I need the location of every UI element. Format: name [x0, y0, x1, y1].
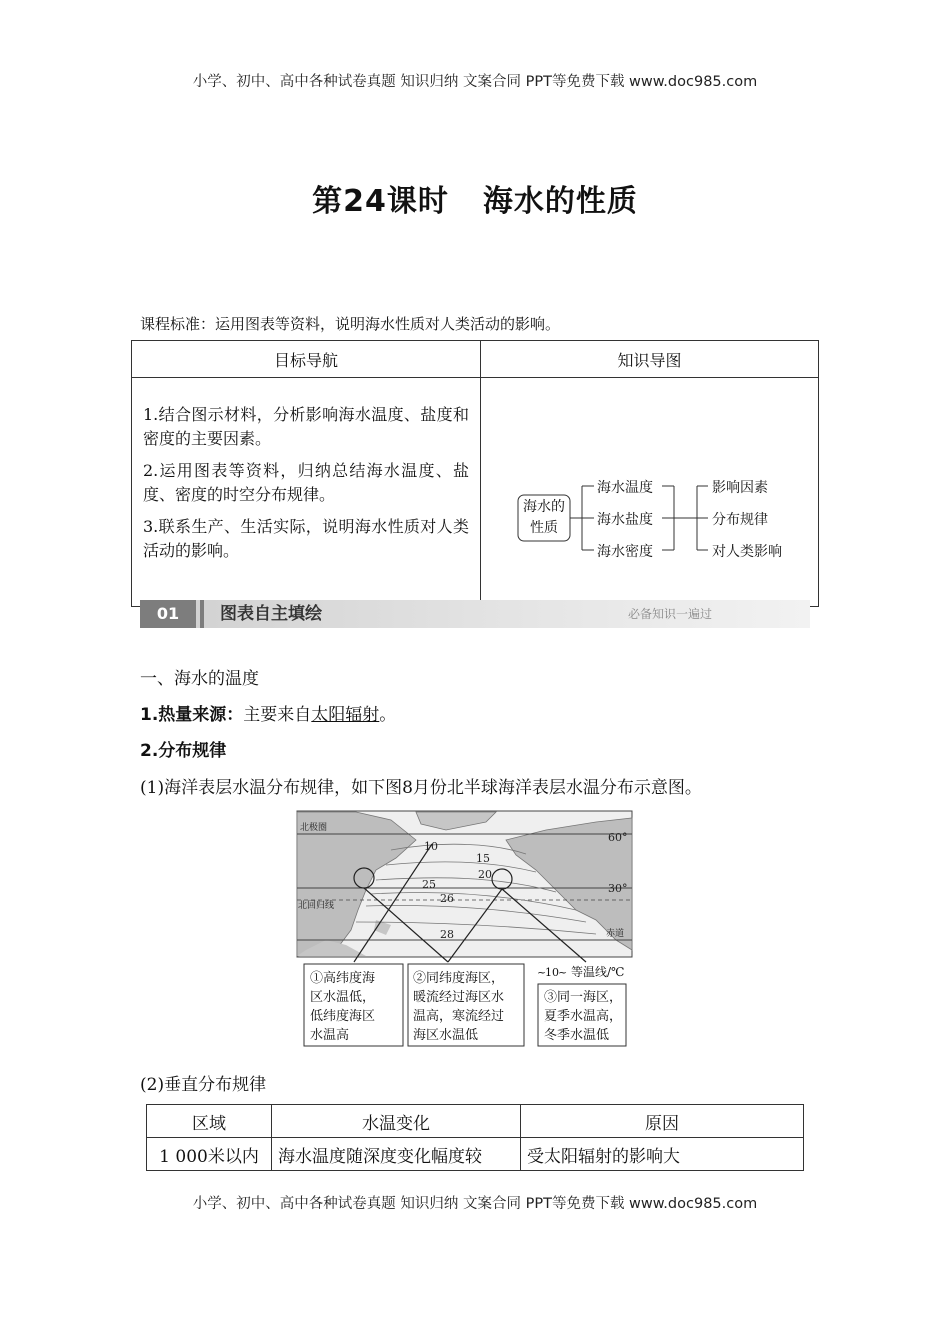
legend-sample-left: ~ — [537, 966, 547, 979]
vertical-cell: 1 000米以内 — [147, 1138, 272, 1171]
surface-rule: (1)海洋表层水温分布规律，如下图8月份北半球海洋表层水温分布示意图。 — [140, 778, 702, 798]
knowledge-mindmap — [482, 379, 817, 605]
section-banner — [140, 600, 810, 628]
note3-line: 冬季水温低 — [544, 1028, 610, 1043]
lesson-topic: 海水的性质 — [482, 184, 638, 219]
goal-item: 3.联系生产、生活实际，说明海水性质对人类活动的影响。 — [143, 517, 469, 560]
course-standard: 课程标准：运用图表等资料，说明海水性质对人类活动的影响。 — [140, 315, 561, 333]
note3-line: ③同一海区， — [544, 990, 623, 1005]
mindmap-aspect: 对人类影响 — [712, 544, 782, 560]
isotherm-label: 25 — [422, 878, 436, 891]
note3-line: 夏季水温高， — [544, 1009, 623, 1024]
isotherm-label: 15 — [476, 852, 490, 865]
note1-line: 低纬度海区 — [310, 1009, 376, 1024]
note2-line: ②同纬度海区， — [413, 971, 505, 986]
mindmap-aspect: 影响因素 — [712, 480, 768, 496]
map-label-arctic: 北极圈 — [300, 823, 328, 833]
legend-sample: 10 — [545, 966, 559, 979]
footer-note: 小学、初中、高中各种试卷真题 知识归纳 文案合同 PPT等免费下载 www.doc985.com — [192, 1196, 758, 1212]
heat-source-text: 主要来自 — [243, 705, 312, 725]
map-label-30: 30° — [608, 882, 628, 895]
heat-source-line — [140, 700, 396, 725]
section-heading: 一、海水的温度 — [140, 669, 259, 689]
mindmap-header: 知识导图 — [481, 341, 819, 378]
mindmap-property: 海水密度 — [597, 544, 653, 560]
section-banner-title: 图表自主填绘 — [220, 604, 322, 624]
goal-header: 目标导航 — [132, 341, 481, 378]
map-label-equator: 赤道 — [606, 929, 625, 939]
note1-line: 区水温低， — [310, 990, 376, 1005]
lesson-number: 第24课时 — [312, 184, 449, 219]
mindmap-aspect: 分布规律 — [712, 512, 768, 528]
isotherm-label: 20 — [478, 868, 492, 881]
legend-sample-right: ~ — [558, 966, 568, 979]
legend-text: 等温线/℃ — [571, 965, 625, 979]
goal-item: 2.运用图表等资料，归纳总结海水温度、盐度、密度的时空分布规律。 — [143, 461, 469, 504]
section-banner-subtitle: 必备知识一遍过 — [627, 607, 712, 621]
section-number: 01 — [140, 600, 196, 628]
header-note: 小学、初中、高中各种试卷真题 知识归纳 文案合同 PPT等免费下载 www.doc985.com — [192, 74, 758, 90]
map-label-60: 60° — [608, 831, 628, 844]
note2-line: 温高，寒流经过 — [413, 1009, 505, 1024]
vertical-cell: 海水温度随深度变化幅度较 — [272, 1138, 521, 1171]
vertical-header: 水温变化 — [272, 1105, 521, 1138]
heat-source-label: 1.热量来源： — [140, 705, 244, 725]
goal-table — [131, 340, 819, 607]
note2-line: 暖流经过海区水 — [413, 990, 505, 1005]
sst-map — [296, 810, 633, 1050]
note1-line: 水温高 — [310, 1028, 350, 1043]
isotherm-label: 10 — [424, 840, 438, 853]
mindmap-root: 海水的性质 — [523, 499, 565, 536]
isotherm-label: 26 — [440, 892, 454, 905]
vertical-header: 原因 — [521, 1105, 804, 1138]
mindmap-property: 海水温度 — [597, 480, 653, 496]
vertical-heading: (2)垂直分布规律 — [140, 1075, 267, 1095]
isotherm-label: 28 — [440, 928, 454, 941]
distribution-heading: 2.分布规律 — [140, 741, 227, 761]
mindmap-property: 海水盐度 — [597, 512, 653, 528]
vertical-cell: 受太阳辐射的影响大 — [521, 1138, 804, 1171]
page-title — [0, 176, 950, 220]
map-label-tropic: 北回归线 — [298, 901, 335, 911]
heat-source-answer: 太阳辐射 — [311, 705, 380, 725]
goal-item: 1.结合图示材料，分析影响海水温度、盐度和密度的主要因素。 — [143, 405, 469, 448]
note2-line: 海区水温低 — [413, 1028, 479, 1043]
vertical-header: 区域 — [147, 1105, 272, 1138]
sst-map-figure — [296, 810, 633, 1050]
heat-source-end: 。 — [379, 705, 397, 725]
vertical-table — [146, 1104, 804, 1171]
note1-line: ①高纬度海 — [310, 971, 376, 986]
goal-list — [133, 379, 479, 563]
